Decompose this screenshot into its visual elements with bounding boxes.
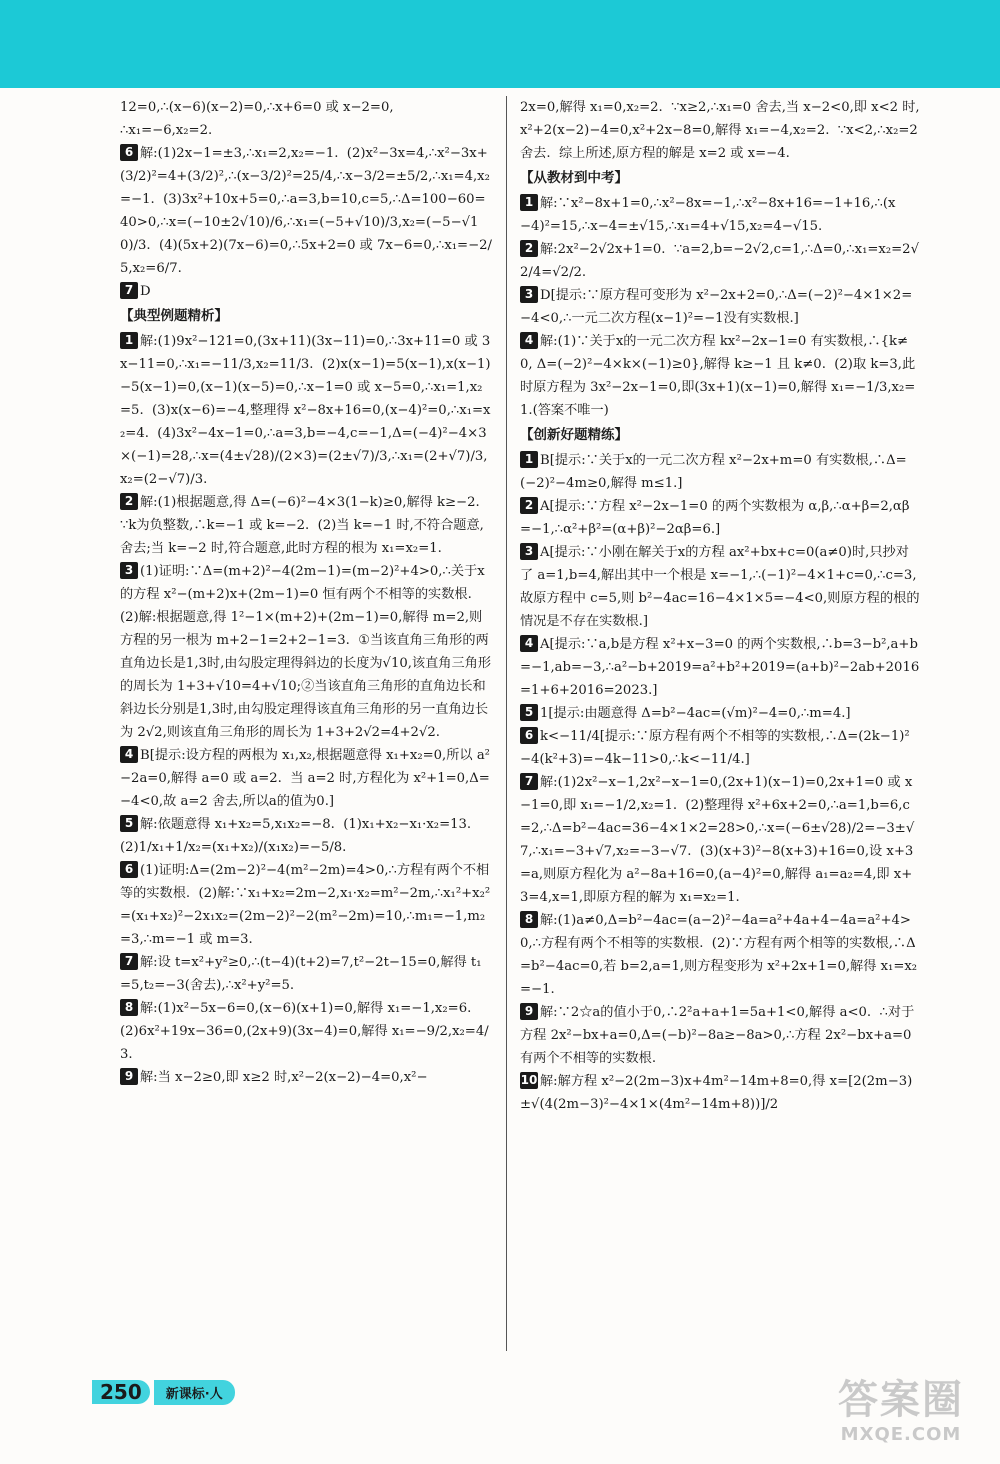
page-number: 250 <box>92 1380 150 1404</box>
answer-line: 12=0,∴(x−6)(x−2)=0,∴x+6=0 或 x−2=0, <box>120 100 394 115</box>
item-number-badge: 4 <box>520 332 538 349</box>
left-column <box>120 96 492 1089</box>
section-heading: 【典型例题精析】 <box>120 308 228 324</box>
answer-item: 8 解:(1)x²−5x−6=0,(x−6)(x+1)=0,解得 x₁=−1,x₂=6. (2)6x²+19x−36=0,(2x+9)(3x−4)=0,解得 x₁=−9/2,x₂=4/3. <box>120 1000 489 1062</box>
item-number-badge: 9 <box>120 1068 138 1085</box>
column-divider <box>506 96 507 1351</box>
item-number-badge: 3 <box>120 562 138 579</box>
answer-item: 7 解:设 t=x²+y²≥0,∴(t−4)(t+2)=7,t²−2t−15=0,解得 t₁=5,t₂=−3(舍去),∴x²+y²=5. <box>120 954 482 993</box>
item-number-badge: 2 <box>520 240 538 257</box>
item-number-badge: 1 <box>520 451 538 468</box>
item-number-badge: 4 <box>520 635 538 652</box>
answer-item: 2 解:2x²−2√2x+1=0. ∵a=2,b=−2√2,c=1,∴Δ=0,∴x₁=x₂=2√2/4=√2/2. <box>520 241 919 280</box>
answer-item: 7 解:(1)2x²−x−1,2x²−x−1=0,(2x+1)(x−1)=0,2x+1=0 或 x−1=0,即 x₁=−1/2,x₂=1. (2)整理得 x²+6x+2=0,∴a=1,b=6,c=2,∴Δ=b²−4ac=36−4×1×2=28>0,∴x=(−6±√28)/2=−3±√7,∴x₁=−3+√7,x₂=−3−√7. (3)(x+3)²−8(x+3)+16=0,设 x+3=a,则原方程化为 a²−8a+16=0,(a−4)²=0,解得 a₁=a₂=4,即 x+3=4,x=1,即原方程的解为 x₁=x₂=1. <box>520 774 915 905</box>
top-color-band <box>0 0 1000 88</box>
answer-item: 2 解:(1)根据题意,得 Δ=(−6)²−4×3(1−k)≥0,解得 k≥−2. ∵k为负整数,∴k=−1 或 k=−2. (2)当 k=−1 时,不符合题意,舍去;当 k=−2 时,符合题意,此时方程的根为 x₁=x₂=1. <box>120 494 489 556</box>
item-number-badge: 9 <box>520 1003 538 1020</box>
answer-item: 1 解:(1)9x²−121=0,(3x+11)(3x−11)=0,∴3x+11=0 或 3x−11=0,∴x₁=−11/3,x₂=11/3. (2)x(x−1)=5(x−1),x(x−1)−5(x−1)=0,(x−1)(x−5)=0,∴x−1=0 或 x−5=0,∴x₁=1,x₂=5. (3)x(x−6)=−4,整理得 x²−8x+16=0,(x−4)²=0,∴x₁=x₂=4. (4)3x²−4x−1=0,∴a=3,b=−4,c=−1,Δ=(−4)²−4×3×(−1)=28,∴x=(4±√28)/(2×3)=(2±√7)/3,∴x₁=(2+√7)/3,x₂=(2−√7)/3. <box>120 333 491 487</box>
answer-item: 6 (1)证明:Δ=(2m−2)²−4(m²−2m)=4>0,∴方程有两个不相等的实数根. (2)解:∵x₁+x₂=2m−2,x₁·x₂=m²−2m,∴x₁²+x₂²=(x₁+x₂)²−2x₁x₂=(2m−2)²−2(m²−2m)=10,∴m₁=−1,m₂=3,∴m=−1 或 m=3. <box>120 862 491 947</box>
answer-item: 4 A[提示:∵a,b是方程 x²+x−3=0 的两个实数根,∴b=3−b²,a+b=−1,ab=−3,∴a²−b+2019=a²+b²+2019=(a+b)²−2ab+2016=1+6+2016=2023.] <box>520 636 920 698</box>
answer-item: 4 B[提示:设方程的两根为 x₁,x₂,根据题意得 x₁+x₂=0,所以 a²−2a=0,解得 a=0 或 a=2. 当 a=2 时,方程化为 x²+1=0,Δ=−4<0,故 a=2 舍去,所以a的值为0.] <box>120 747 490 809</box>
item-number-badge: 7 <box>120 953 138 970</box>
watermark-logo <box>806 1378 996 1458</box>
item-number-badge: 5 <box>520 704 538 721</box>
item-number-badge: 4 <box>120 746 138 763</box>
answer-item: 10 解:解方程 x²−2(2m−3)x+4m²−14m+8=0,得 x=[2(2m−3)±√(4(2m−3)²−4×1×(4m²−14m+8))]/2 <box>520 1073 913 1112</box>
answer-item: 5 解:依题意得 x₁+x₂=5,x₁x₂=−8. (1)x₁+x₂−x₁·x₂=13. (2)1/x₁+1/x₂=(x₁+x₂)/(x₁x₂)=−5/8. <box>120 816 480 855</box>
item-number-badge: 5 <box>120 815 138 832</box>
answer-item: 8 解:(1)a≠0,Δ=b²−4ac=(a−2)²−4a=a²+4a+4−4a=a²+4>0,∴方程有两个不相等的实数根. (2)∵方程有两个相等的实数根,∴Δ=b²−4ac=0,若 b=2,a=1,则方程变形为 x²+2x+1=0,解得 x₁=x₂=−1. <box>520 912 918 997</box>
watermark-title: 答案圈 <box>838 1377 964 1423</box>
item-number-badge: 1 <box>120 332 138 349</box>
item-number-badge: 3 <box>520 543 538 560</box>
section-heading: 【创新好题精练】 <box>520 427 628 443</box>
answer-item: 1 解:∵x²−8x+1=0,∴x²−8x=−1,∴x²−8x+16=−1+16,∴(x−4)²=15,∴x−4=±√15,∴x₁=4+√15,x₂=4−√15. <box>520 195 896 234</box>
answer-item: 4 解:(1)∵关于x的一元二次方程 kx²−2x−1=0 有实数根,∴{k≠0, Δ=(−2)²−4×k×(−1)≥0},解得 k≥−1 且 k≠0. (2)取 k=3,此时原方程为 3x²−2x−1=0,即(3x+1)(x−1)=0,解得 x₁=−1/3,x₂=1.(答案不唯一) <box>520 333 916 418</box>
page-footer <box>92 1378 235 1406</box>
item-number-badge: 7 <box>120 282 138 299</box>
right-column <box>520 96 923 1116</box>
item-number-badge: 6 <box>120 144 138 161</box>
item-number-badge: 8 <box>520 911 538 928</box>
answer-item: 3 A[提示:∵小刚在解关于x的方程 ax²+bx+c=0(a≠0)时,只抄对了 a=1,b=4,解出其中一个根是 x=−1,∴(−1)²−4×1+c=0,∴c=3,故原方程中 c=5,则 b²−4ac=16−4×1×5=−4<0,则原方程的根的情况是不存在实数根.] <box>520 544 920 629</box>
answer-item: 6 k<−11/4[提示:∵原方程有两个不相等的实数根,∴Δ=(2k−1)²−4(k²+3)=−4k−11>0,∴k<−11/4.] <box>520 728 910 767</box>
item-number-badge: 6 <box>520 727 538 744</box>
item-number-badge: 2 <box>120 493 138 510</box>
item-number-badge: 1 <box>520 194 538 211</box>
answer-item: 6 解:(1)2x−1=±3,∴x₁=2,x₂=−1. (2)x²−3x=4,∴x²−3x+(3/2)²=4+(3/2)²,∴(x−3/2)²=25/4,∴x−3/2=±5/2,∴x₁=4,x₂=−1. (3)3x²+10x+5=0,∴a=3,b=10,c=5,∴Δ=100−60=40>0,∴x=(−10±2√10)/6,∴x₁=(−5+√10)/3,x₂=(−5−√10)/3. (4)(5x+2)(7x−6)=0,∴5x+2=0 或 7x−6=0,∴x₁=−2/5,x₂=6/7. <box>120 145 492 276</box>
answer-item: 2 A[提示:∵方程 x²−2x−1=0 的两个实数根为 α,β,∴α+β=2,αβ=−1,∴α²+β²=(α+β)²−2αβ=6.] <box>520 498 910 537</box>
answer-item: 9 解:当 x−2≥0,即 x≥2 时,x²−2(x−2)−4=0,x²− <box>120 1066 492 1089</box>
answer-item: 1 B[提示:∵关于x的一元二次方程 x²−2x+m=0 有实数根,∴Δ=(−2)²−4m≥0,解得 m≤1.] <box>520 452 907 491</box>
answer-item: 9 解:∵2☆a的值小于0,∴2²a+a+1=5a+1<0,解得 a<0. ∴对于方程 2x²−bx+a=0,Δ=(−b)²−8a≥−8a>0,∴方程 2x²−bx+a=0 有两个不相等的实数根. <box>520 1004 916 1066</box>
item-number-badge: 7 <box>520 773 538 790</box>
watermark-url: MXQE.COM <box>840 1424 962 1445</box>
answer-item: 3 (1)证明:∵Δ=(m+2)²−4(2m−1)=(m−2)²+4>0,∴关于x的方程 x²−(m+2)x+(2m−1)=0 恒有两个不相等的实数根. (2)解:根据题意,得 1²−1×(m+2)+(2m−1)=0,解得 m=2,则方程的另一根为 m+2−1=2+2−1=3. ①当该直角三角形的两直角边长是1,3时,由勾股定理得斜边的长度为√10,该直角三角形的周长为 1+3+√10=4+√10;②当该直角三角形的直角边长和斜边长分别是1,3时,由勾股定理得该直角三角形的另一直角边长为 2√2,则该直角三角形的周长为 1+3+2√2=4+2√2. <box>120 563 492 740</box>
answer-item: 3 D[提示:∵原方程可变形为 x²−2x+2=0,∴Δ=(−2)²−4×1×2=−4<0,∴一元二次方程(x−1)²=−1没有实数根.] <box>520 287 913 326</box>
series-label: 新课标·人 <box>154 1380 235 1405</box>
item-number-badge: 8 <box>120 999 138 1016</box>
item-number-badge: 3 <box>520 286 538 303</box>
answer-item: 7 D <box>120 280 492 303</box>
item-number-badge: 10 <box>520 1073 538 1087</box>
answer-line: 2x=0,解得 x₁=0,x₂=2. ∵x≥2,∴x₁=0 舍去,当 x−2<0,即 x<2 时,x²+2(x−2)−4=0,x²+2x−8=0,解得 x₁=−4,x₂=2. ∵x<2,∴x₂=2 舍去. 综上所述,原方程的解是 x=2 或 x=−4. <box>520 100 923 161</box>
section-heading: 【从教材到中考】 <box>520 170 628 186</box>
item-number-badge: 2 <box>520 497 538 514</box>
answer-item: 5 1[提示:由题意得 Δ=b²−4ac=(√m)²−4=0,∴m=4.] <box>520 702 920 725</box>
answer-line: ∴x₁=−6,x₂=2. <box>120 123 213 138</box>
item-number-badge: 6 <box>120 861 138 878</box>
